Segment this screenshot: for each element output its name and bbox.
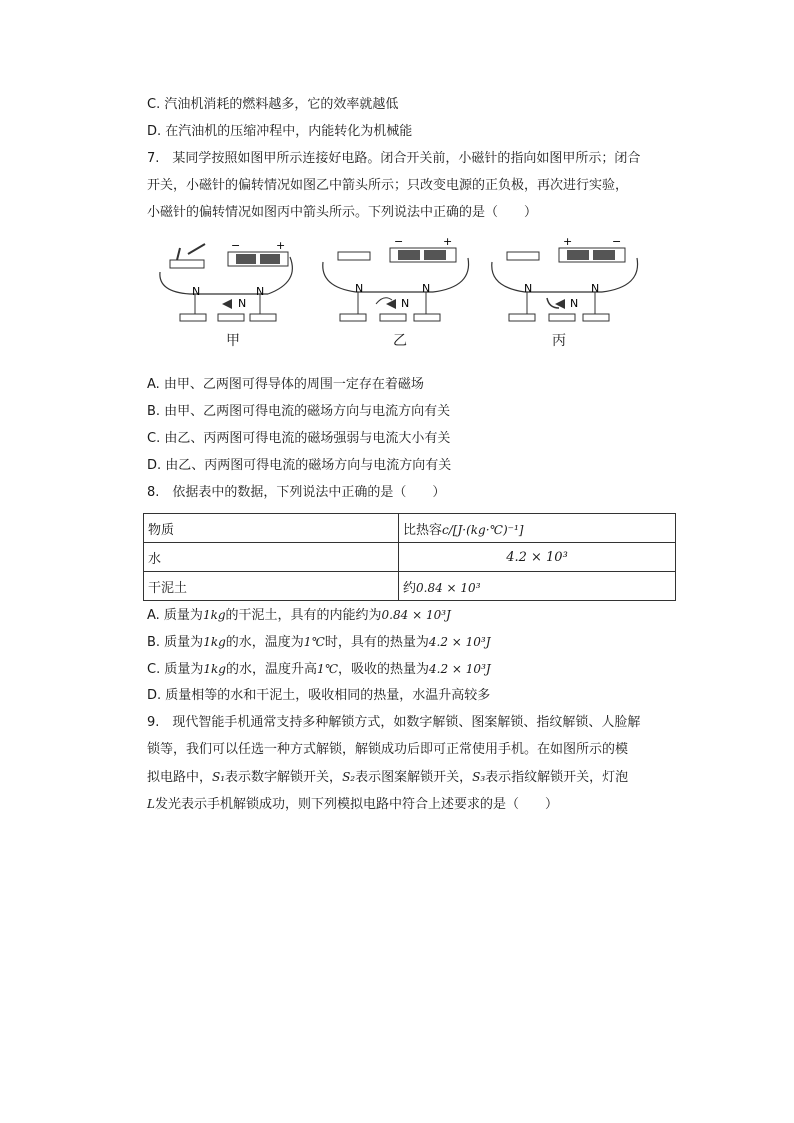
n-label: N xyxy=(524,282,533,295)
q7-option-a: A. 由甲、乙两图可得导体的周围一定存在着磁场 xyxy=(147,377,424,392)
q6-option-c: C. 汽油机消耗的燃料越多，它的效率就越低 xyxy=(147,97,399,112)
cell-dry-soil: 干泥土 xyxy=(144,572,399,601)
n-label: N xyxy=(192,285,201,298)
header-specific-heat: 比热容c/[J·(kg·℃)⁻¹] xyxy=(399,514,676,543)
q8-option-c: C. 质量为1kg的水，温度升高1℃，吸收的热量为4.2 × 10³J xyxy=(147,662,491,677)
switch-icon xyxy=(338,252,370,260)
minus-label: − xyxy=(394,235,404,248)
circuit-jia xyxy=(160,239,292,321)
minus-label: − xyxy=(612,235,622,248)
plus-label: + xyxy=(276,239,286,252)
n-label: N xyxy=(422,282,431,295)
header-substance: 物质 xyxy=(144,514,399,543)
circuit-yi xyxy=(323,235,469,321)
n-label: N xyxy=(256,285,265,298)
n-label: N xyxy=(570,297,579,310)
compass-needle-icon xyxy=(222,299,232,309)
q8-option-d: D. 质量相等的水和干泥土，吸收相同的热量，水温升高较多 xyxy=(147,688,491,703)
q7-option-c: C. 由乙、丙两图可得电流的磁场强弱与电流大小有关 xyxy=(147,431,451,446)
q9-stem-line1: 9. 现代智能手机通常支持多种解锁方式，如数字解锁、图案解锁、指纹解锁、人脸解 xyxy=(147,715,641,730)
plus-label: + xyxy=(563,235,573,248)
q7-option-d: D. 由乙、丙两图可得电流的磁场方向与电流方向有关 xyxy=(147,458,452,473)
specific-heat-table xyxy=(143,513,676,601)
q7-stem-line1: 7. 某同学按照如图甲所示连接好电路。闭合开关前，小磁针的指向如图甲所示；闭合 xyxy=(147,151,641,166)
q7-stem-line3: 小磁针的偏转情况如图丙中箭头所示。下列说法中正确的是（ ） xyxy=(147,205,538,220)
circuit-bing xyxy=(492,235,638,321)
cell-water-value: 4.2 × 10³ xyxy=(399,543,676,572)
n-label: N xyxy=(591,282,600,295)
compass-needle-icon xyxy=(386,299,396,309)
table-row xyxy=(144,514,676,543)
minus-label: − xyxy=(231,239,241,252)
switch-icon xyxy=(507,252,539,260)
n-label: N xyxy=(355,282,364,295)
n-label: N xyxy=(401,297,410,310)
q9-stem-line2: 锁等，我们可以任选一种方式解锁，解锁成功后即可正常使用手机。在如图所示的模 xyxy=(147,742,629,757)
n-label: N xyxy=(238,297,247,310)
q9-stem-line4: L发光表示手机解锁成功，则下列模拟电路中符合上述要求的是（ ） xyxy=(147,797,558,812)
q8-option-b: B. 质量为1kg的水，温度为1℃时，具有的热量为4.2 × 10³J xyxy=(147,635,491,650)
q8-option-a: A. 质量为1kg的干泥土，具有的内能约为0.84 × 10³J xyxy=(147,608,451,623)
caption-bing: 丙 xyxy=(552,333,566,349)
q7-stem-line2: 开关，小磁针的偏转情况如图乙中箭头所示；只改变电源的正负极，再次进行实验， xyxy=(147,178,629,193)
cell-water: 水 xyxy=(144,543,399,572)
q7-option-b: B. 由甲、乙两图可得电流的磁场方向与电流方向有关 xyxy=(147,404,451,419)
q9-stem-line3: 拟电路中，S₁表示数字解锁开关，S₂表示图案解锁开关，S₃表示指纹解锁开关，灯泡 xyxy=(147,770,629,785)
q8-stem: 8. 依据表中的数据，下列说法中正确的是（ ） xyxy=(147,485,446,500)
caption-yi: 乙 xyxy=(393,333,407,349)
plus-label: + xyxy=(443,235,453,248)
cell-dry-soil-value: 约0.84 × 10³ xyxy=(399,572,676,601)
table-row xyxy=(144,543,676,572)
table-row xyxy=(144,572,676,601)
q6-option-d: D. 在汽油机的压缩冲程中，内能转化为机械能 xyxy=(147,124,413,139)
caption-jia: 甲 xyxy=(226,333,240,349)
switch-icon xyxy=(170,260,204,268)
